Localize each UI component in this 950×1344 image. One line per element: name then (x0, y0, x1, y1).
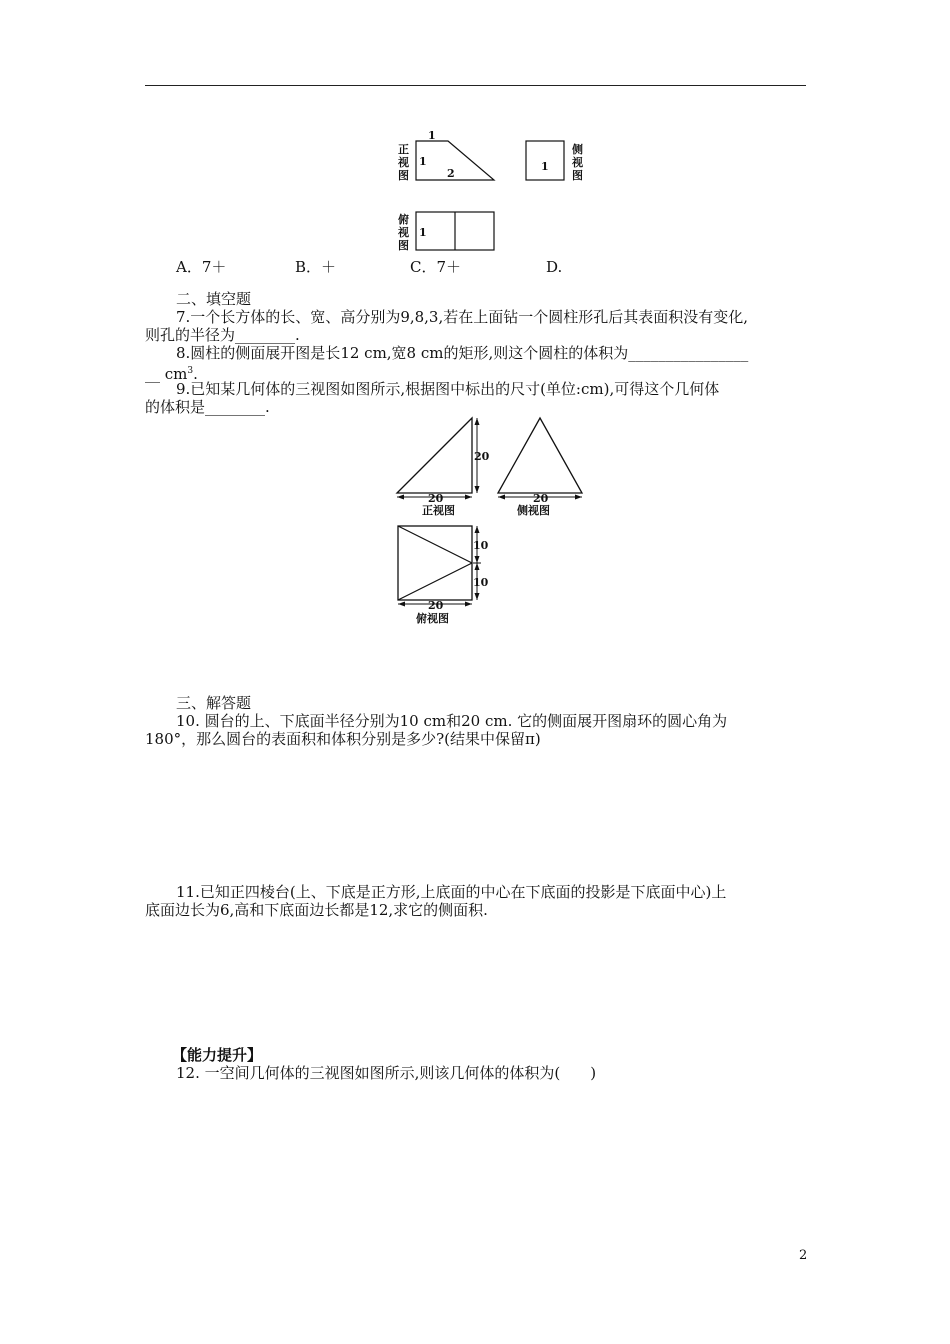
top-upper-dim: 10 (473, 539, 489, 552)
page-number: 2 (799, 1248, 808, 1263)
q11-line2: 底面边长为6,高和下底面边长都是12,求它的侧面积. (145, 901, 488, 919)
svg-text:图: 图 (398, 169, 409, 182)
svg-text:侧: 侧 (572, 143, 583, 156)
figure-three-views-2 (0, 0, 950, 640)
option-a: A．7＋ (176, 258, 227, 276)
q7-line2: 则孔的半径为________. (145, 326, 300, 344)
top-view-caption: 俯视图 (416, 612, 449, 625)
svg-text:俯: 俯 (398, 213, 409, 226)
q9-line1: 9.已知某几何体的三视图如图所示,根据图中标出的尺寸(单位:cm),可得这个几何体 (176, 380, 720, 398)
svg-text:视: 视 (398, 156, 409, 169)
q8-line1: 8.圆柱的侧面展开图是长12 cm,宽8 cm的矩形,则这个圆柱的体积为________________ (176, 344, 749, 362)
front-view-triangle (397, 418, 472, 493)
top-lower-dim: 10 (473, 576, 489, 589)
svg-text:视: 视 (572, 156, 583, 169)
side-base-dim: 20 (533, 492, 549, 505)
section-fill-in-heading: 二、填空题 (176, 290, 252, 308)
q9-line2: 的体积是________. (145, 398, 270, 416)
svg-text:正: 正 (398, 143, 409, 156)
q10-line1: 10. 圆台的上、下底面半径分别为10 cm和20 cm. 它的侧面展开图扇环的圆心角为 (176, 712, 728, 730)
top-inner-dim: 1 (419, 226, 427, 239)
side-view-triangle (498, 418, 582, 493)
q10-line2: 180°，那么圆台的表面积和体积分别是多少?(结果中保留π) (145, 730, 541, 748)
q11-line1: 11.已知正四棱台(上、下底是正方形,上底面的中心在下底面的投影是下底面中心)上 (176, 883, 727, 901)
svg-text:图: 图 (572, 169, 583, 182)
q8-line2: __ $cm^3$. (145, 365, 198, 383)
section-answer-heading: 三、解答题 (176, 694, 252, 712)
front-height-dim: 20 (474, 450, 490, 463)
side-inner-dim: 1 (541, 160, 549, 173)
ability-heading: 【能力提升】 (172, 1046, 263, 1064)
top-base-dim: 20 (428, 599, 444, 612)
front-bottom-dim: 2 (447, 167, 455, 180)
option-b: B．＋ (295, 258, 337, 276)
front-base-dim: 20 (428, 492, 444, 505)
svg-text:视: 视 (398, 226, 409, 239)
front-left-dim: 1 (419, 155, 427, 168)
front-top-dim: 1 (428, 129, 436, 142)
option-c: C．7＋ (410, 258, 462, 276)
top-view-square (398, 526, 472, 600)
side-view-caption: 侧视图 (517, 504, 550, 517)
svg-text:图: 图 (398, 239, 409, 252)
front-view-caption: 正视图 (422, 504, 455, 517)
q7-line1: 7.一个长方体的长、宽、高分别为9,8,3,若在上面钻一个圆柱形孔后其表面积没有变化, (176, 308, 749, 326)
q12-line: 12. 一空间几何体的三视图如图所示,则该几何体的体积为( ) (176, 1064, 597, 1082)
option-d: D. (546, 258, 563, 276)
